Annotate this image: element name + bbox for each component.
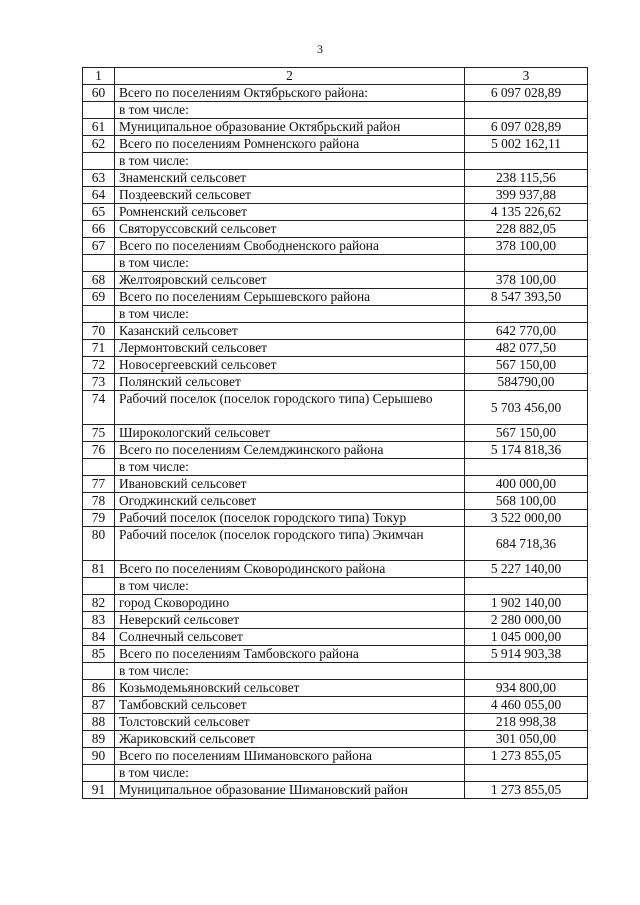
table-row bbox=[83, 357, 588, 374]
row-amount: 5 227 140,00 bbox=[465, 561, 588, 578]
table-row bbox=[83, 527, 588, 561]
row-name: Козьмодемьяновский сельсовет bbox=[115, 680, 465, 697]
row-number bbox=[83, 663, 115, 680]
row-name: Желтояровский сельсовет bbox=[115, 272, 465, 289]
table-row bbox=[83, 697, 588, 714]
row-name: Рабочий поселок (поселок городского типа) Экимчан bbox=[115, 527, 465, 561]
row-number: 62 bbox=[83, 136, 115, 153]
row-amount: 4 460 055,00 bbox=[465, 697, 588, 714]
row-number: 76 bbox=[83, 442, 115, 459]
table-row bbox=[83, 85, 588, 102]
row-amount: 378 100,00 bbox=[465, 238, 588, 255]
row-name: Новосергеевский сельсовет bbox=[115, 357, 465, 374]
table-row bbox=[83, 680, 588, 697]
row-name: Тамбовский сельсовет bbox=[115, 697, 465, 714]
table-row bbox=[83, 374, 588, 391]
table-row bbox=[83, 187, 588, 204]
row-amount: 567 150,00 bbox=[465, 425, 588, 442]
row-number: 87 bbox=[83, 697, 115, 714]
row-amount: 6 097 028,89 bbox=[465, 119, 588, 136]
row-amount: 5 002 162,11 bbox=[465, 136, 588, 153]
table-row bbox=[83, 255, 588, 272]
table-row bbox=[83, 136, 588, 153]
row-number: 74 bbox=[83, 391, 115, 425]
row-amount bbox=[465, 255, 588, 272]
column-header-amount: 3 bbox=[465, 68, 588, 85]
row-name: Лермонтовский сельсовет bbox=[115, 340, 465, 357]
table-row bbox=[83, 170, 588, 187]
row-amount bbox=[465, 153, 588, 170]
row-amount bbox=[465, 578, 588, 595]
row-number: 69 bbox=[83, 289, 115, 306]
row-amount: 8 547 393,50 bbox=[465, 289, 588, 306]
row-number: 67 bbox=[83, 238, 115, 255]
row-name: Всего по поселениям Шимановского района bbox=[115, 748, 465, 765]
row-name: Знаменский сельсовет bbox=[115, 170, 465, 187]
row-amount bbox=[465, 459, 588, 476]
page-number: 3 bbox=[317, 42, 323, 56]
row-name: в том числе: bbox=[115, 255, 465, 272]
row-name: в том числе: bbox=[115, 459, 465, 476]
row-name: Всего по поселениям Тамбовского района bbox=[115, 646, 465, 663]
row-name: Неверский сельсовет bbox=[115, 612, 465, 629]
row-number: 85 bbox=[83, 646, 115, 663]
row-name: Рабочий поселок (поселок городского типа) Серышево bbox=[115, 391, 465, 425]
table-row bbox=[83, 306, 588, 323]
row-name: Широкологский сельсовет bbox=[115, 425, 465, 442]
row-amount: 568 100,00 bbox=[465, 493, 588, 510]
row-amount: 218 998,38 bbox=[465, 714, 588, 731]
row-number: 88 bbox=[83, 714, 115, 731]
row-number: 68 bbox=[83, 272, 115, 289]
row-name: в том числе: bbox=[115, 153, 465, 170]
row-number bbox=[83, 578, 115, 595]
row-amount: 584790,00 bbox=[465, 374, 588, 391]
row-number bbox=[83, 102, 115, 119]
row-amount: 5 914 903,38 bbox=[465, 646, 588, 663]
row-name: Святоруссовский сельсовет bbox=[115, 221, 465, 238]
row-amount: 378 100,00 bbox=[465, 272, 588, 289]
row-name: Всего по поселениям Октябрьского района: bbox=[115, 85, 465, 102]
table-row bbox=[83, 510, 588, 527]
row-number: 79 bbox=[83, 510, 115, 527]
table-row bbox=[83, 340, 588, 357]
table-row bbox=[83, 748, 588, 765]
row-number bbox=[83, 765, 115, 782]
row-name: Всего по поселениям Селемджинского района bbox=[115, 442, 465, 459]
row-amount: 228 882,05 bbox=[465, 221, 588, 238]
row-amount: 1 902 140,00 bbox=[465, 595, 588, 612]
table-row bbox=[83, 731, 588, 748]
row-number: 66 bbox=[83, 221, 115, 238]
table-row bbox=[83, 612, 588, 629]
table-row bbox=[83, 595, 588, 612]
row-number: 91 bbox=[83, 782, 115, 799]
row-number bbox=[83, 459, 115, 476]
row-number: 64 bbox=[83, 187, 115, 204]
row-name: в том числе: bbox=[115, 765, 465, 782]
row-name: Муниципальное образование Октябрьский район bbox=[115, 119, 465, 136]
row-number bbox=[83, 153, 115, 170]
row-amount: 399 937,88 bbox=[465, 187, 588, 204]
table-row bbox=[83, 714, 588, 731]
row-amount: 934 800,00 bbox=[465, 680, 588, 697]
row-amount bbox=[465, 306, 588, 323]
row-number: 90 bbox=[83, 748, 115, 765]
row-name: город Сковородино bbox=[115, 595, 465, 612]
row-amount: 567 150,00 bbox=[465, 357, 588, 374]
row-name: Казанский сельсовет bbox=[115, 323, 465, 340]
table-row bbox=[83, 782, 588, 799]
table-row bbox=[83, 119, 588, 136]
row-number: 82 bbox=[83, 595, 115, 612]
row-name: Полянский сельсовет bbox=[115, 374, 465, 391]
table-row bbox=[83, 238, 588, 255]
row-name: Всего по поселениям Сковородинского района bbox=[115, 561, 465, 578]
row-number: 86 bbox=[83, 680, 115, 697]
row-amount: 400 000,00 bbox=[465, 476, 588, 493]
row-amount: 684 718,36 bbox=[465, 527, 588, 561]
row-amount bbox=[465, 102, 588, 119]
table-row bbox=[83, 646, 588, 663]
table-row bbox=[83, 221, 588, 238]
row-amount: 6 097 028,89 bbox=[465, 85, 588, 102]
row-name: в том числе: bbox=[115, 578, 465, 595]
row-amount: 1 045 000,00 bbox=[465, 629, 588, 646]
table-row bbox=[83, 391, 588, 425]
row-name: Всего по поселениям Серышевского района bbox=[115, 289, 465, 306]
row-name: Всего по поселениям Свободненского района bbox=[115, 238, 465, 255]
row-amount: 301 050,00 bbox=[465, 731, 588, 748]
row-name: Толстовский сельсовет bbox=[115, 714, 465, 731]
table-row bbox=[83, 629, 588, 646]
row-number: 84 bbox=[83, 629, 115, 646]
table-row bbox=[83, 153, 588, 170]
row-number: 60 bbox=[83, 85, 115, 102]
table-row bbox=[83, 272, 588, 289]
column-header-number: 1 bbox=[83, 68, 115, 85]
row-number: 81 bbox=[83, 561, 115, 578]
row-number: 70 bbox=[83, 323, 115, 340]
row-number: 78 bbox=[83, 493, 115, 510]
row-amount: 482 077,50 bbox=[465, 340, 588, 357]
row-number: 61 bbox=[83, 119, 115, 136]
table-row bbox=[83, 102, 588, 119]
row-number: 73 bbox=[83, 374, 115, 391]
row-amount: 1 273 855,05 bbox=[465, 748, 588, 765]
table-header-row bbox=[83, 68, 588, 85]
row-number: 72 bbox=[83, 357, 115, 374]
row-name: Всего по поселениям Ромненского района bbox=[115, 136, 465, 153]
row-amount: 238 115,56 bbox=[465, 170, 588, 187]
table-row bbox=[83, 204, 588, 221]
row-number: 83 bbox=[83, 612, 115, 629]
row-number bbox=[83, 255, 115, 272]
row-amount: 4 135 226,62 bbox=[465, 204, 588, 221]
table-row bbox=[83, 476, 588, 493]
table-row bbox=[83, 459, 588, 476]
row-name: Жариковский сельсовет bbox=[115, 731, 465, 748]
row-number: 71 bbox=[83, 340, 115, 357]
row-name: Солнечный сельсовет bbox=[115, 629, 465, 646]
row-name: Огоджинский сельсовет bbox=[115, 493, 465, 510]
row-amount: 642 770,00 bbox=[465, 323, 588, 340]
row-name: в том числе: bbox=[115, 306, 465, 323]
table-row bbox=[83, 578, 588, 595]
table-row bbox=[83, 765, 588, 782]
table-row bbox=[83, 561, 588, 578]
row-name: Муниципальное образование Шимановский район bbox=[115, 782, 465, 799]
row-amount: 1 273 855,05 bbox=[465, 782, 588, 799]
row-amount: 2 280 000,00 bbox=[465, 612, 588, 629]
row-name: в том числе: bbox=[115, 663, 465, 680]
row-number: 77 bbox=[83, 476, 115, 493]
table-row bbox=[83, 289, 588, 306]
row-name: Ивановский сельсовет bbox=[115, 476, 465, 493]
row-amount: 5 174 818,36 bbox=[465, 442, 588, 459]
row-number: 63 bbox=[83, 170, 115, 187]
table-row bbox=[83, 442, 588, 459]
row-amount: 5 703 456,00 bbox=[465, 391, 588, 425]
table-row bbox=[83, 493, 588, 510]
table-row bbox=[83, 663, 588, 680]
row-name: Рабочий поселок (поселок городского типа) Токур bbox=[115, 510, 465, 527]
column-header-name: 2 bbox=[115, 68, 465, 85]
row-name: Ромненский сельсовет bbox=[115, 204, 465, 221]
row-number: 80 bbox=[83, 527, 115, 561]
row-number: 89 bbox=[83, 731, 115, 748]
table-row bbox=[83, 425, 588, 442]
row-number bbox=[83, 306, 115, 323]
row-name: Поздеевский сельсовет bbox=[115, 187, 465, 204]
row-amount bbox=[465, 663, 588, 680]
row-number: 75 bbox=[83, 425, 115, 442]
row-amount: 3 522 000,00 bbox=[465, 510, 588, 527]
row-number: 65 bbox=[83, 204, 115, 221]
budget-table bbox=[82, 67, 588, 799]
table-row bbox=[83, 323, 588, 340]
row-amount bbox=[465, 765, 588, 782]
row-name: в том числе: bbox=[115, 102, 465, 119]
